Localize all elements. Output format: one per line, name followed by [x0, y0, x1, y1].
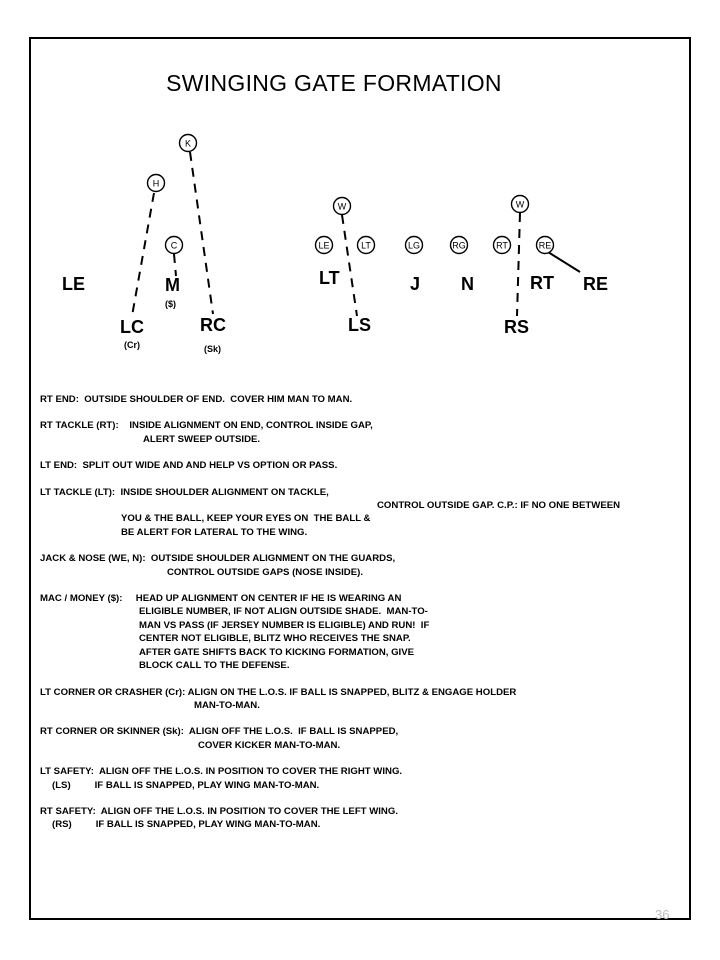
defense-label-n: N	[461, 274, 474, 294]
dash-line-k-to-rc	[190, 152, 213, 314]
assignment-lt-tackle	[40, 486, 680, 540]
assignment-rt-corner	[40, 725, 680, 752]
defense-label-ls: LS	[348, 315, 372, 335]
assignment-line: JACK & NOSE (WE, N): OUTSIDE SHOULDER ALIGNMENT ON THE GUARDS,	[40, 553, 396, 565]
offense-label-w-right: W	[515, 199, 525, 210]
defense-label-re: RE	[583, 274, 609, 294]
assignment-line: LT END: SPLIT OUT WIDE AND AND HELP VS OPTION OR PASS.	[40, 460, 338, 472]
assignment-line: CONTROL OUTSIDE GAP. C.P.: IF NO ONE BETWEEN	[377, 500, 621, 512]
assignment-line: RT SAFETY: ALIGN OFF THE L.O.S. IN POSITION TO COVER THE LEFT WING.	[40, 805, 398, 817]
page-title: SWINGING GATE FORMATION	[166, 70, 502, 96]
assignment-rt-safety	[40, 805, 680, 832]
offense-label-le: LE	[318, 240, 330, 251]
solid-line-re	[548, 252, 580, 272]
assignment-line: BLOCK CALL TO THE DEFENSE.	[139, 660, 290, 672]
assignment-line: ALERT SWEEP OUTSIDE.	[143, 433, 261, 445]
subscript-crasher: (Cr)	[124, 340, 140, 350]
assignment-line: RT CORNER OR SKINNER (Sk): ALIGN OFF THE L.O.S. IF BALL IS SNAPPED,	[40, 726, 399, 738]
assignment-rt-tackle	[40, 419, 680, 446]
assignment-text	[40, 393, 680, 845]
assignment-line: COVER KICKER MAN-TO-MAN.	[198, 739, 341, 751]
offense-label-lg: LG	[407, 240, 421, 251]
subscript-money: ($)	[165, 299, 176, 309]
assignment-line: LT CORNER OR CRASHER (Cr): ALIGN ON THE L.O.S. IF BALL IS SNAPPED, BLITZ & ENGAGE HOLDER	[40, 686, 517, 698]
assignment-line: RT TACKLE (RT): INSIDE ALIGNMENT ON END, CONTROL INSIDE GAP,	[40, 420, 373, 432]
defense-label-lc: LC	[120, 317, 144, 337]
assignment-line: ELIGIBLE NUMBER, IF NOT ALIGN OUTSIDE SHADE. MAN-TO-	[139, 606, 428, 618]
assignment-line: CENTER NOT ELIGIBLE, BLITZ WHO RECEIVES THE SNAP.	[139, 633, 411, 645]
offense-label-lt: LT	[361, 240, 371, 251]
assignment-rt-end	[40, 393, 680, 406]
offense-label-c: C	[170, 240, 178, 251]
dash-line-w-to-rs	[517, 213, 520, 316]
assignment-line: YOU & THE BALL, KEEP YOUR EYES ON THE BALL &	[121, 513, 371, 525]
assignment-line: LT SAFETY: ALIGN OFF THE L.O.S. IN POSITION TO COVER THE RIGHT WING.	[40, 766, 403, 778]
assignment-mac-money	[40, 592, 680, 672]
assignment-lt-end	[40, 459, 680, 472]
subscript-skinner: (Sk)	[204, 344, 222, 354]
assignment-line: RT END: OUTSIDE SHOULDER OF END. COVER HIM MAN TO MAN.	[40, 394, 353, 405]
assignment-line: MAN-TO-MAN.	[194, 699, 260, 711]
offense-label-h: H	[152, 178, 160, 189]
dash-line-w-to-ls	[342, 215, 357, 316]
defense-label-rs: RS	[504, 317, 530, 337]
assignment-jack-nose	[40, 552, 680, 579]
defense-label-j: J	[410, 274, 421, 294]
offense-label-k: K	[184, 138, 192, 149]
offense-label-w-left: W	[337, 201, 347, 212]
defense-label-rt: RT	[530, 273, 554, 293]
defense-label-le: LE	[62, 274, 86, 294]
assignment-line: AFTER GATE SHIFTS BACK TO KICKING FORMATION, GIVE	[139, 646, 415, 658]
dash-line-c-to-m	[174, 254, 176, 276]
offense-label-rt: RT	[496, 240, 508, 251]
dash-line-h-to-lc	[132, 193, 154, 316]
defense-label-lt: LT	[319, 268, 340, 288]
assignment-lt-safety	[40, 765, 680, 792]
assignment-line: (LS) IF BALL IS SNAPPED, PLAY WING MAN-TO-MAN.	[52, 779, 320, 791]
assignment-line: BE ALERT FOR LATERAL TO THE WING.	[121, 526, 308, 538]
page-number: 36	[655, 907, 670, 922]
offense-label-re: RE	[538, 240, 552, 251]
assignment-line: LT TACKLE (LT): INSIDE SHOULDER ALIGNMENT ON TACKLE,	[40, 486, 329, 498]
assignment-line: (RS) IF BALL IS SNAPPED, PLAY WING MAN-TO-MAN.	[52, 819, 321, 831]
defense-label-m: M	[165, 275, 180, 295]
offense-label-rg: RG	[452, 240, 466, 251]
defense-label-rc: RC	[200, 315, 226, 335]
assignment-lt-corner	[40, 686, 680, 713]
assignment-line: CONTROL OUTSIDE GAPS (NOSE INSIDE).	[167, 566, 363, 578]
assignment-line: MAC / MONEY ($): HEAD UP ALIGNMENT ON CENTER IF HE IS WEARING AN	[40, 593, 402, 605]
assignment-line: MAN VS PASS (IF JERSEY NUMBER IS ELIGIBLE) AND RUN! IF	[139, 619, 430, 631]
